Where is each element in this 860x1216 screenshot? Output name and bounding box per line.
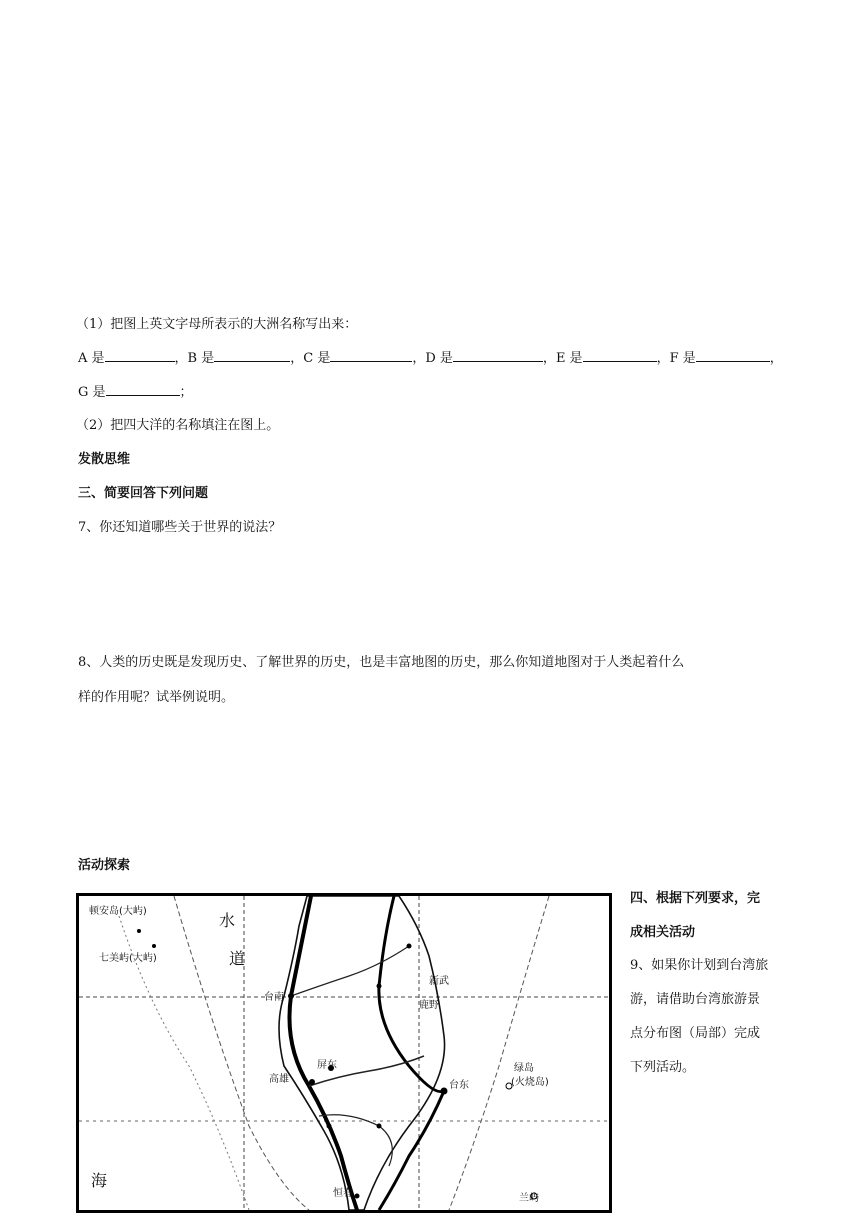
label-hengchun: 恒春: [333, 1188, 353, 1199]
taiwan-map-svg: [79, 896, 609, 1210]
section-diverge-heading: 发散思维: [78, 452, 131, 467]
section4-line2: 成相关活动: [630, 925, 696, 940]
label-luye: 鹿野: [419, 1000, 439, 1011]
label-wangan: 顿安岛(大屿): [89, 906, 147, 917]
blank-label-d: D 是: [425, 351, 453, 366]
blank-a[interactable]: [105, 349, 175, 362]
q9-line3: 点分布图（局部）完成: [630, 1026, 761, 1041]
blank-g[interactable]: [106, 383, 180, 396]
section-activity-heading: 活动探索: [78, 858, 131, 873]
label-tainan: 台南: [264, 992, 284, 1003]
blank-c[interactable]: [330, 349, 412, 362]
q8-line1: 8、人类的历史既是发现历史、了解世界的历史，也是丰富地图的历史，那么你知道地图对于人类起着什么: [78, 655, 685, 670]
q1-blanks-row1: A 是 ，B 是 ，C 是 ，D 是 ，E 是 ，F 是 ，: [78, 351, 783, 366]
section3-heading: 三、简要回答下列问题: [78, 486, 209, 501]
label-qimei: 七美屿(大屿): [99, 953, 157, 964]
blank-e[interactable]: [583, 349, 657, 362]
q9-line1: 9、如果你计划到台湾旅: [630, 958, 769, 973]
blank-label-c: C 是: [303, 351, 331, 366]
q1-intro: （1）把图上英文字母所表示的大洲名称写出来：: [76, 317, 358, 332]
label-pingdong: 屏东: [317, 1060, 337, 1071]
label-kaohsiung: 高雄: [269, 1074, 289, 1085]
section4-line1: 四、根据下列要求，完: [630, 891, 761, 906]
label-sea: 海: [91, 1171, 108, 1190]
blank-label-e: E 是: [555, 351, 583, 366]
blank-label-g: G 是: [78, 385, 106, 400]
blank-b[interactable]: [214, 349, 290, 362]
q9-line2: 游，请借助台湾旅游景: [630, 992, 761, 1007]
blank-label-a: A 是: [78, 351, 105, 366]
blank-f[interactable]: [696, 349, 770, 362]
label-water: 水: [219, 911, 236, 930]
label-lanyu: 兰屿: [519, 1193, 539, 1204]
q1-blanks-row2: G 是 ；: [78, 385, 193, 400]
blank-label-b: B 是: [187, 351, 215, 366]
taiwan-map: [76, 893, 612, 1213]
q7-text: 7、你还知道哪些关于世界的说法？: [78, 520, 282, 535]
blank-label-f: F 是: [669, 351, 696, 366]
q2-text: （2）把四大洋的名称填注在图上。: [76, 418, 280, 433]
label-green-island-sub: (火烧岛): [511, 1077, 549, 1088]
label-green-island: 绿岛: [514, 1063, 534, 1074]
label-taitung: 台东: [449, 1080, 469, 1091]
q8-line2: 样的作用呢？试举例说明。: [78, 690, 235, 705]
label-xinwu: 新武: [429, 976, 449, 987]
blank-d[interactable]: [453, 349, 543, 362]
label-channel: 道: [229, 949, 246, 968]
q9-line4: 下列活动。: [630, 1060, 696, 1075]
